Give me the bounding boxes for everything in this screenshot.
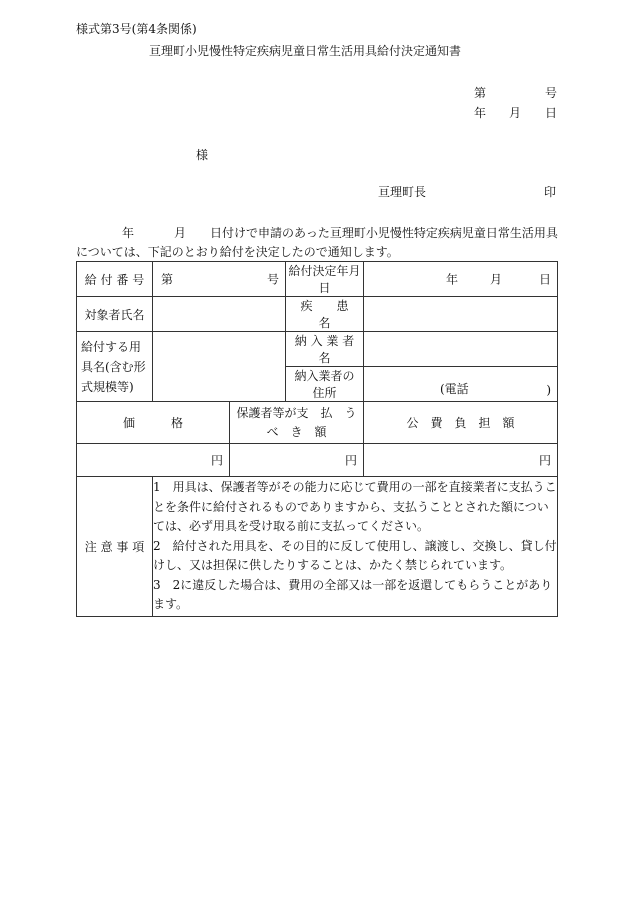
date-nen: 年 <box>474 106 487 120</box>
kettei-tsuki: 月 <box>490 272 503 287</box>
intro-line1: 日付けで申請のあった亘理町小児慢性特定疾病児童日常生活用具 <box>210 226 558 240</box>
kettei-date-label-cell <box>286 262 364 297</box>
yougu-value-cell <box>153 332 286 402</box>
form-number: 様式第3号(第4条関係) <box>76 22 197 36</box>
kakaku-value-cell <box>77 444 230 477</box>
intro-line2: については、下記のとおり給付を決定したので通知します。 <box>76 245 399 259</box>
nonyu-address-value-cell <box>364 367 558 402</box>
shikkan-label-cell <box>286 297 373 332</box>
taishosha-value-cell <box>153 297 286 332</box>
kettei-date-value-cell <box>364 262 558 297</box>
ref-dai: 第 <box>474 86 487 100</box>
denwa-close: ) <box>546 383 551 397</box>
date-hi: 日 <box>545 106 558 120</box>
nonyu-address-label-cell <box>286 367 364 402</box>
nonyu-gyosha-value-cell <box>364 332 558 367</box>
yougu-label: 給付する用具名(含む形式規模等) <box>81 339 146 394</box>
denwa-open: (電話 <box>440 382 469 396</box>
nonyu-address-label: 納入業者の住所 <box>294 369 355 400</box>
row-amount-values <box>77 444 558 477</box>
seal-mark: 印 <box>544 185 557 199</box>
yen-2: 円 <box>344 453 357 468</box>
kakaku-label-cell <box>77 402 230 444</box>
yen-3: 円 <box>538 453 551 468</box>
yougu-label-cell <box>77 332 153 402</box>
kouhi-label-cell <box>364 402 558 444</box>
kettei-nen: 年 <box>446 272 459 287</box>
note-2: 2 給付された用具を、その目的に反して使用し、譲渡し、交換し、貸し付けし、又は担保に供したりすることは、かたく禁じられています。 <box>153 538 557 573</box>
shikkan-value-cell <box>364 297 558 332</box>
hogosha-label-1: 保護者等が支 払 う <box>236 405 357 420</box>
kettei-hi: 日 <box>538 272 551 287</box>
chui-label-cell <box>77 477 153 617</box>
intro-nen: 年 <box>122 226 135 240</box>
intro-tsuki: 月 <box>174 226 187 240</box>
row-notes <box>77 477 558 617</box>
row-kyufu-bangou <box>77 262 558 297</box>
ref-gou: 号 <box>545 86 558 100</box>
document-title: 亘理町小児慢性特定疾病児童日常生活用具給付決定通知書 <box>149 44 462 58</box>
nonyu-gyosha-label-cell <box>286 332 364 367</box>
note-1: 1 用具は、保護者等がその能力に応じて費用の一部を直接業者に支払うことを条件に給付されるものでありますから、支払うこととされた額については、必ず用具を受け取る前に支払ってください。 <box>153 480 557 534</box>
note-3: 3 2に違反した場合は、費用の全部又は一部を返還してもらうことがあります。 <box>153 577 553 612</box>
nonyu-gyosha-label: 納 入 業 者 名 <box>294 334 355 365</box>
kouhi-value-cell <box>364 444 558 477</box>
yen-1: 円 <box>210 453 223 468</box>
row-taishosha <box>77 297 558 332</box>
decision-table <box>76 261 558 617</box>
taishosha-label: 対象者氏名 <box>84 307 145 322</box>
kyufu-bangou-gou: 号 <box>266 272 279 287</box>
kyufu-bangou-label: 給 付 番 号 <box>84 272 145 287</box>
notes-cell <box>153 477 558 617</box>
hogosha-value-cell <box>230 444 364 477</box>
hogosha-label-2: べ き 額 <box>266 424 327 439</box>
kouhi-label: 公 費 負 担 額 <box>406 416 515 430</box>
chui-label: 注 意 事 項 <box>84 540 145 554</box>
kyufu-bangou-dai: 第 <box>161 272 174 287</box>
issuer-name: 亘理町長 <box>378 185 427 199</box>
kettei-date-label: 給付決定年月日 <box>288 264 361 295</box>
taishosha-label-cell <box>77 297 153 332</box>
kakaku-label: 価 格 <box>122 416 183 430</box>
row-yougu-1 <box>77 332 558 367</box>
recipient-sama: 様 <box>196 148 209 162</box>
row-amount-headers <box>77 402 558 444</box>
hogosha-label-cell <box>230 402 364 444</box>
date-tsuki: 月 <box>509 106 522 120</box>
kyufu-bangou-label-cell <box>77 262 153 297</box>
shikkan-label: 疾 患 名 <box>300 299 373 330</box>
kyufu-bangou-value-cell <box>153 262 286 297</box>
